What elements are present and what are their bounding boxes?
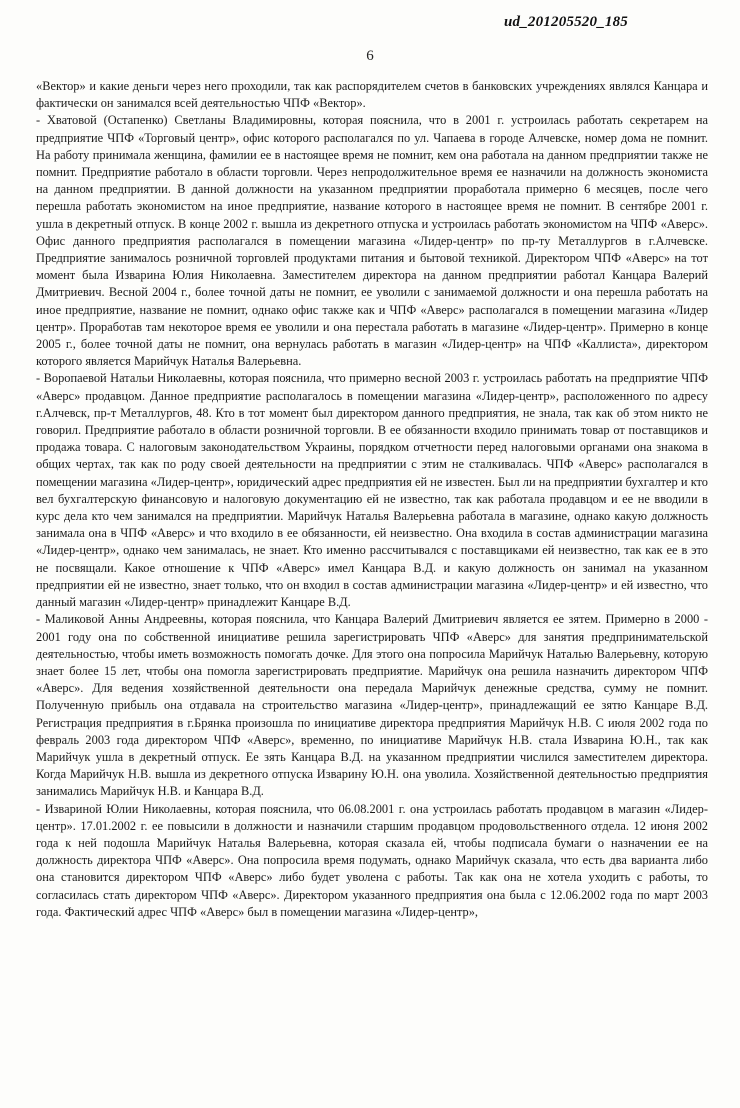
paragraph-malikova-testimony: - Маликовой Анны Андреевны, которая пояснила, что Канцара Валерий Дмитриевич является ее зятем. Примерно в 2000 - 2001 году она по собственной инициативе решила зарегистрировать ЧПФ «Аверс» для занятия предпринимательской деятельностью, чтобы иметь возможность помогать дочке. Для этого она попросила Марийчук Наталью Валерьевну, которую знает более 15 лет, чтобы она помогла зарегистрировать предприятие. Марийчук она решила назначить директором ЧПФ «Аверс». Для ведения хозяйственной деятельности она передала Марийчук денежные средства, сумму не помнит. Полученную прибыль она отдавала на строительство магазина «Лидер-центр», принадлежащий ее зятю Канцаре В.Д. Регистрация предприятия в г.Брянка произошла по инициативе директора предприятия Марийчук Н.В. С июля 2002 года по февраль 2003 года директором ЧПФ «Аверс», временно, по инициативе Марийчук Н.В. стала Изварина Ю.Н., так как Марийчук ушла в декретный отпуск. Ее зять Канцара В.Д. на указанном предприятии числился заместителем директора. Когда Марийчук Н.В. вышла из декретного отпуска Изварину Ю.Н. она уволила. Хозяйственной деятельностью предприятия занимались Марийчук Н.В. и Канцара В.Д.: [36, 612, 708, 799]
paragraph-izvarina-testimony: - Извариной Юлии Николаевны, которая пояснила, что 06.08.2001 г. она устроилась работать продавцом в магазин «Лидер-центр». 17.01.2002 г. ее повысили в должности и назначили старшим продавцом продовольственного отдела. 12 июня 2002 года к ней подошла Марийчук Наталья Валерьевна, которая сказала ей, чтобы подписала бумаги о назначении ее на должность директора ЧПФ «Аверс». Она попросила время подумать, однако Марийчук сказала, что есть два варианта либо она становится директором ЧПФ «Аверс» либо будет уволена с работы. Так как она не хотела уходить с работы, то согласилась стать директором ЧПФ «Аверс». Директором указанного предприятия она была с 12.06.2002 года по март 2003 года. Фактический адрес ЧПФ «Аверс» был в помещении магазина «Лидер-центр»,: [36, 801, 708, 919]
document-id: ud_201205520_185: [503, 14, 628, 30]
paragraph-vector-continuation: «Вектор» и какие деньги через него проходили, так как распорядителем счетов в банковских учреждениях являлся Канцара и фактически он занимался всей деятельностью ЧПФ «Вектор».: [36, 79, 708, 111]
page-number: 6: [366, 48, 374, 64]
paragraph-khvatova-testimony: - Хватовой (Остапенко) Светланы Владимировны, которая пояснила, что в 2001 г. устроилась работать секретарем на предприятие ЧПФ «Торговый центр», офис которого располагался по ул. Чапаева в городе Алчевске, номер дома не помнит. На работу принимала женщина, фамилии ее в настоящее время не помнит, кем она работала на данном предприятии также не помнит. Предприятие работало в области торговли. Через непродолжительное время ее назначили на должность экономиста на данном предприятии. В данной должности на указанном предприятии проработала примерно 6 месяцев, после чего перешла работать экономистом на иное предприятие, название которого в настоящее время не помнит. В сентябре 2001 г. ушла в декретный отпуск. В конце 2002 г. вышла из декретного отпуска и устроилась работать экономистом на ЧПФ «Аверс». Офис данного предприятия располагался в помещении магазина «Лидер-центр» по пр-ту Металлургов в г.Алчевске. Предприятие занималось розничной торговлей продуктами питания и бытовой техникой. Директором ЧПФ «Аверс» на тот момент была Изварина Юлия Николаевна. Заместителем директора на данном предприятии работал Канцара Валерий Дмитриевич. Весной 2004 г., более точной даты не помнит, ее уволили с занимаемой должности и она перешла работать на иное предприятие, название не помнит, однако офис также как и ЧПФ «Аверс» располагался в помещении магазина «Лидер центр». Проработав там некоторое время ее уволили и она перестала работать в магазине «Лидер-центр». Примерно в конце 2005 г., более точной даты не помнит, она вернулась работать в магазин «Лидер-центр» на ЧПФ «Каллиста», директором которого является Марийчук Наталья Валерьевна.: [36, 113, 708, 369]
paragraph-voropaeva-testimony: - Воропаевой Натальи Николаевны, которая пояснила, что примерно весной 2003 г. устроилась работать на предприятие ЧПФ «Аверс» продавцом. Данное предприятие располагалось в помещении магазина «Лидер-центр», расположенного по адресу г.Алчевск, пр-т Металлургов, 48. Кто в тот момент был директором данного предприятия, не знала, так как об этом никто не говорил. Предприятие работало в области розничной торговли. В ее обязанности входило принимать товар от поставщиков и продажа товара. С налоговым законодательством Украины, порядком отчетности перед налоговыми органами она знакома в общих чертах, так как по роду своей деятельности на предприятии с этим не сталкивалась. ЧПФ «Аверс» располагался в помещении магазина «Лидер-центр», юридический адрес предприятия ей не известен. Был ли на предприятии бухгалтер и кто вел бухгалтерскую финансовую и налоговую документацию ей не известно, так как работала продавцом и ее не вводили в курс дела кто чем занимался на предприятии. Марийчук Наталья Валерьевна работала в магазине, однако какую должность занимала она в ЧПФ «Аверс» и что входило в ее обязанности, ей неизвестно. Она входила в состав администрации магазина «Лидер-центр», однако чем занималась, не знает. Кто именно рассчитывался с поставщиками ей неизвестно, так как ее в это не посвящали. Какое отношение к ЧПФ «Аверс» имел Канцара В.Д. и какую должность он занимал на указанном предприятии ей не известно, знает только, что он входил в состав администрации магазина «Лидер-центр» и ей известно, что данный магазин «Лидер-центр» принадлежит Канцаре В.Д.: [36, 371, 708, 610]
document-body: [36, 78, 708, 921]
